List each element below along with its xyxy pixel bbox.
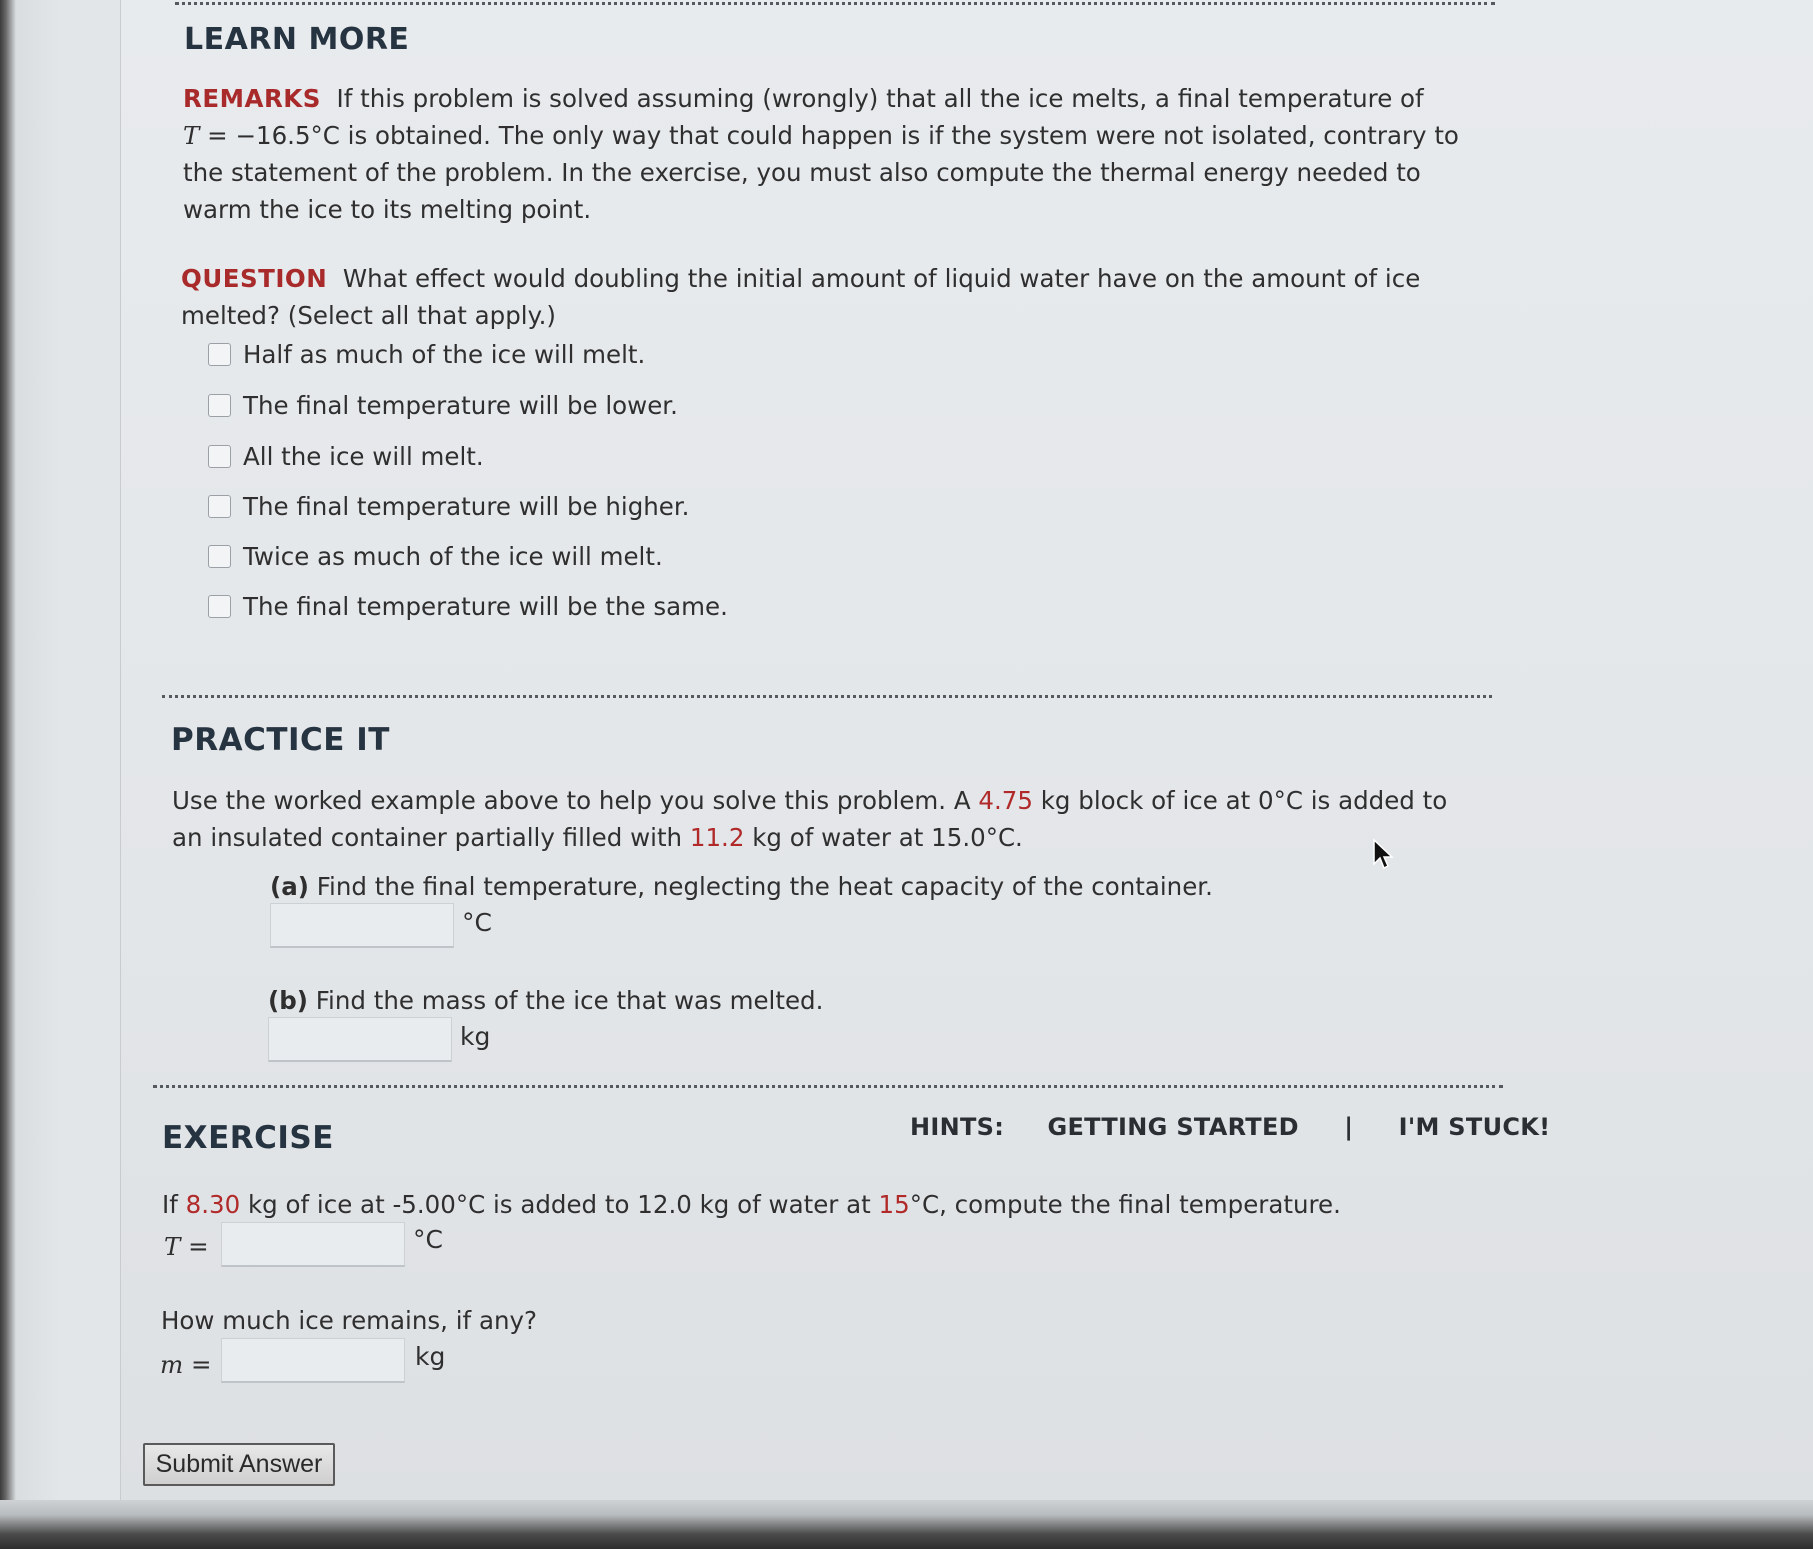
choice-6[interactable] — [208, 588, 728, 624]
choice-5-label: Twice as much of the ice will melt. — [243, 541, 663, 571]
m-input[interactable] — [221, 1338, 405, 1383]
practice-intro-line-2 — [172, 819, 1472, 856]
m-equals-label — [160, 1346, 212, 1383]
choice-6-label: The final temperature will be the same. — [243, 591, 728, 621]
question-line-2: melted? (Select all that apply.) — [181, 301, 556, 330]
practice-title: PRACTICE IT — [171, 722, 390, 758]
t-input[interactable] — [221, 1222, 405, 1267]
learn-more-title: LEARN MORE — [184, 22, 410, 57]
remarks-label: REMARKS — [183, 84, 321, 113]
water-mass-value: 11.2 — [689, 823, 745, 852]
checkbox-5[interactable] — [208, 545, 231, 568]
submit-answer-button[interactable]: Submit Answer — [143, 1443, 335, 1486]
question-paragraph — [181, 260, 1471, 334]
part-b-question — [268, 982, 823, 1019]
m-unit: kg — [415, 1342, 446, 1371]
checkbox-3[interactable] — [208, 445, 231, 468]
checkbox-1[interactable] — [208, 343, 231, 366]
part-a-label: (a) — [270, 872, 309, 901]
checkbox-6[interactable] — [208, 595, 231, 618]
part-a-question — [270, 868, 1213, 905]
mouse-cursor-icon — [1372, 838, 1394, 872]
m-equals: = — [183, 1350, 212, 1379]
part-b-input[interactable] — [268, 1017, 452, 1062]
remarks-line-4: warm the ice to its melting point. — [183, 195, 592, 224]
remarks-line-1 — [183, 80, 1473, 117]
t-equals: = — [180, 1232, 209, 1261]
practice-intro-text-3: an insulated container partially filled with — [172, 823, 690, 852]
part-b-text: Find the mass of the ice that was melted. — [315, 986, 824, 1015]
exercise-title: EXERCISE — [162, 1120, 334, 1156]
exercise-water-temp: 15 — [878, 1190, 910, 1219]
exercise-problem — [162, 1186, 1512, 1223]
choice-1-label: Half as much of the ice will melt. — [243, 339, 646, 369]
remarks-line-2 — [183, 117, 1473, 154]
choice-2-label: The final temperature will be lower. — [243, 390, 678, 420]
hint-getting-started-link[interactable]: GETTING STARTED — [1047, 1113, 1299, 1141]
part-a-input[interactable] — [270, 903, 454, 948]
practice-intro-text-1: Use the worked example above to help you solve this problem. A — [172, 786, 979, 815]
divider-practice — [162, 695, 1492, 698]
part-a-text: Find the final temperature, neglecting the heat capacity of the container. — [316, 872, 1213, 901]
hint-im-stuck-link[interactable]: I'M STUCK! — [1398, 1113, 1551, 1141]
hint-separator: | — [1344, 1113, 1354, 1141]
divider-exercise — [153, 1085, 1503, 1088]
choice-4-label: The final temperature will be higher. — [243, 491, 690, 521]
question-line-1 — [181, 260, 1471, 297]
choice-5[interactable] — [208, 538, 663, 574]
practice-intro — [172, 782, 1472, 856]
remarks-text-1: If this problem is solved assuming (wrongly) that all the ice melts, a final temperature of — [336, 84, 1424, 113]
practice-intro-line-1 — [172, 782, 1472, 819]
remarks-var-t: T — [183, 121, 200, 150]
exercise-ice-mass: 8.30 — [185, 1190, 241, 1219]
part-b-label: (b) — [268, 986, 308, 1015]
exercise-text-1: If — [162, 1190, 186, 1219]
remarks-text-2: = −16.5°C is obtained. The only way that could happen is if the system were not isolated, contrary to — [199, 121, 1459, 150]
choice-2[interactable] — [208, 387, 678, 423]
hints-bar — [910, 1113, 1550, 1141]
practice-intro-text-4: kg of water at 15.0°C. — [744, 823, 1023, 852]
checkbox-4[interactable] — [208, 495, 231, 518]
t-unit: °C — [413, 1225, 443, 1254]
remarks-line-3: the statement of the problem. In the exercise, you must also compute the thermal energy needed to — [183, 158, 1421, 187]
bottom-bezel — [0, 1500, 1813, 1549]
practice-intro-text-2: kg block of ice at 0°C is added to — [1032, 786, 1448, 815]
choice-3-label: All the ice will melt. — [243, 441, 484, 471]
choice-4[interactable] — [208, 488, 689, 524]
choice-3[interactable] — [208, 438, 484, 474]
exercise-text-3: °C, compute the final temperature. — [909, 1190, 1341, 1219]
question-text-1: What effect would doubling the initial amount of liquid water have on the amount of ice — [342, 264, 1421, 293]
part-a-unit: °C — [462, 908, 492, 937]
remarks-paragraph — [183, 80, 1473, 228]
choice-1[interactable] — [208, 336, 645, 372]
t-equals-label — [164, 1228, 209, 1265]
question-label: QUESTION — [181, 264, 328, 293]
m-var: m — [160, 1350, 184, 1379]
remain-question: How much ice remains, if any? — [161, 1306, 537, 1335]
t-var: T — [164, 1232, 181, 1261]
hints-label: HINTS: — [910, 1113, 1005, 1141]
checkbox-2[interactable] — [208, 394, 231, 417]
part-b-unit: kg — [460, 1022, 491, 1051]
divider-top — [175, 2, 1495, 5]
exercise-text-2: kg of ice at -5.00°C is added to 12.0 kg of water at — [240, 1190, 879, 1219]
ice-mass-value: 4.75 — [978, 786, 1033, 815]
